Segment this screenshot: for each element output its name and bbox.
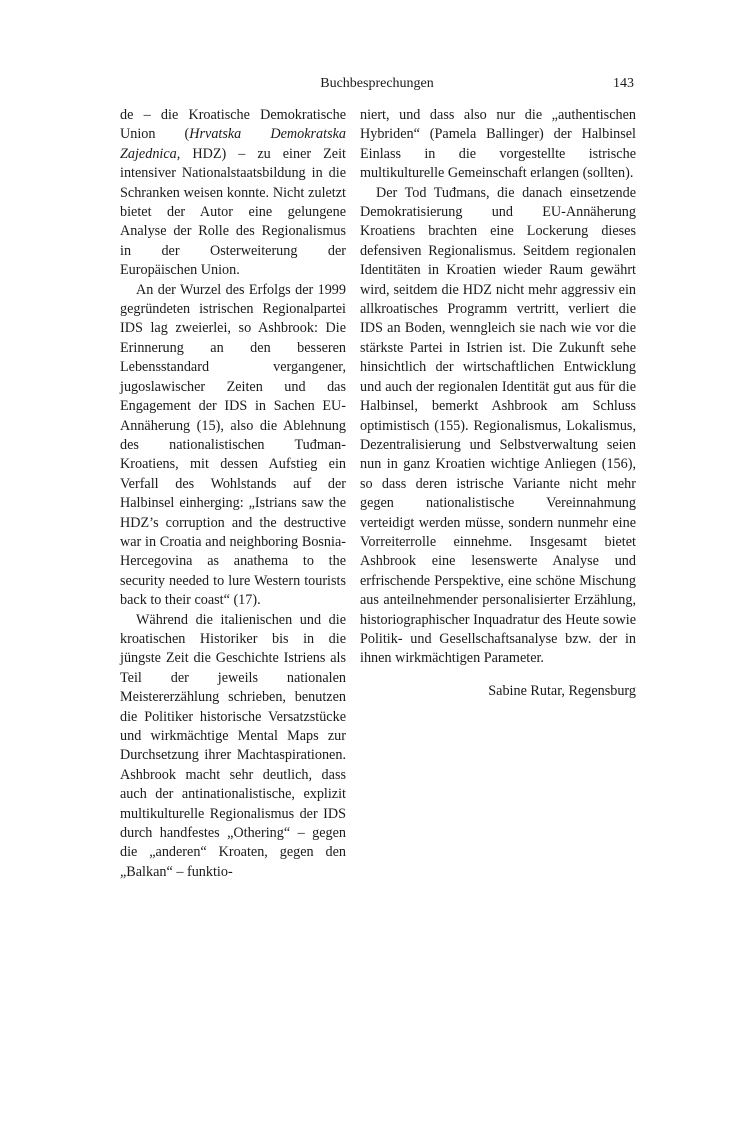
left-column (120, 106, 346, 882)
paragraph-1 (120, 106, 346, 281)
paragraph-1-text-a: de – die Kroatische Demokratische Union ( (120, 107, 346, 143)
page-number: 143 (613, 76, 634, 91)
paragraph-1-text-b: HDZ) – zu einer Zeit intensiver Nationalstaatsbildung in die Schranken weisen konnte. Nicht zuletzt bietet der Autor eine gelungene Analyse der Rolle des Regionalismus in der Osterweiterung der Europäischen Union. (120, 145, 346, 279)
party-name-italic: Hrvatska Demokratska Zajednica, (120, 126, 346, 162)
review-signature: Sabine Rutar, Regensburg (488, 682, 636, 699)
paragraph-4: niert, und dass also nur die „authentischen Hybriden“ (Pamela Ballinger) der Halbinsel Einlass in die vorgestellte istrische multikulturelle Gemeinschaft erlangen (sollten). (360, 107, 636, 182)
paragraph-2: An der Wurzel des Erfolgs der 1999 gegründeten istrischen Regionalpartei IDS lag zweierlei, so Ashbrook: Die Erinnerung an den besseren Lebensstandard vergangener, jugoslawischer Zeiten und das Engagement der IDS in Sachen EU-Annäherung (15), also die Ablehnung des nationalistischen Tuđman-Kroatiens, mit dessen Aufstieg ein Verfall des Wohlstands auf der Halbinsel einherging: „Istrians saw the HDZ’s corruption and the destructive war in Croatia and neighboring Bosnia-Hercegovina as anathema to the security needed to lure Western tourists back to their coast“ (17). (120, 281, 346, 609)
paragraph-5: Der Tod Tuđmans, die danach einsetzende Demokratisierung und EU-Annäherung Kroatiens brachten eine Lockerung dieses defensiven Regionalismus. Seitdem regionalen Identitäten in Kroatien wieder Raum gewährt wird, seitdem die HDZ nicht mehr aggressiv ein allkroatisches Programm vertritt, verliert die IDS an Boden, wenngleich sie nach wie vor die stärkste Partei in Istrien ist. Die Zukunft sehe hinsichtlich der wirtschaftlichen Entwicklung und auch der regionalen Identität gut aus für die Halbinsel, bemerkt Ashbrook am Schluss optimistisch (155). Regionalismus, Lokalismus, Dezentralisierung und Selbstverwaltung seien nun in ganz Kroatien wichtige Anliegen (156), so dass deren istrische Variante nicht mehr gegen nationalistische Vereinnahmung verteidigt werden müsse, sondern nunmehr eine Vorreiterrolle einnehme. Insgesamt bietet Ashbrook eine lesenswerte Analyse und erfrischende Perspektive, eine schöne Mischung aus anteilnehmender personalisierter Erzählung, historiographischer Inquadratur des Heute sowie Politik- und Gesellschaftsanalyse bzw. der in ihnen wirkmächtigen Parameter. (360, 184, 636, 667)
right-column (360, 106, 636, 701)
paragraph-3: Während die italienischen und die kroatischen Historiker bis in die jüngste Zeit die Geschichte Istriens als Teil der jeweils nationalen Meistererzählung schrieben, benutzen die Politiker historische Versatzstücke und wirkmächtige Mental Maps zur Durchsetzung ihrer Machtaspirationen. Ashbrook macht sehr deutlich, dass auch der antinationalistische, explizit multikulturelle Regionalismus der IDS durch handfestes „Othering“ – gegen die „anderen“ Kroaten, gegen den „Balkan“ – funktio- (120, 611, 346, 880)
running-head (120, 76, 634, 96)
running-title: Buchbesprechungen (320, 76, 434, 91)
